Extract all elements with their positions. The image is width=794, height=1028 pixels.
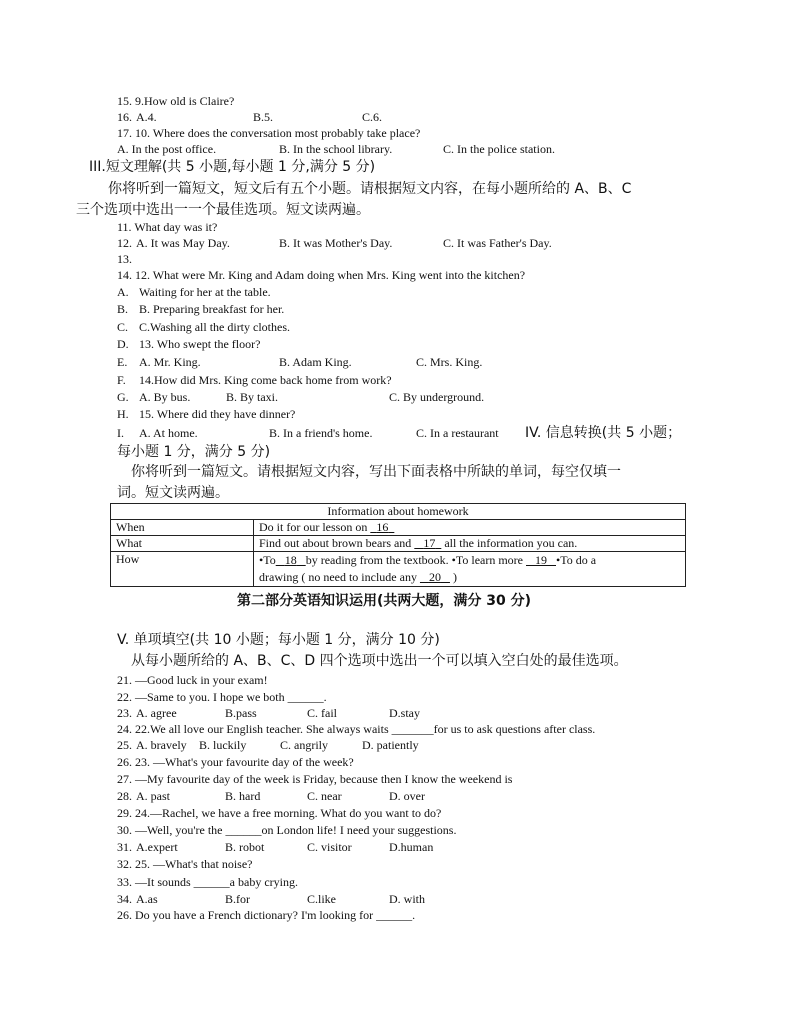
- option-a: A.as: [136, 892, 158, 906]
- section-instruction: 你将听到一篇短文，短文后有五个小题。请根据短文内容，在每小题所给的 A、B、C: [108, 181, 632, 197]
- row-value-how: [254, 552, 686, 587]
- option-c: C.6.: [362, 110, 383, 124]
- option-a: A.4.: [136, 110, 157, 124]
- option-a: A. bravely: [136, 738, 187, 752]
- list-item: [117, 302, 517, 316]
- list-marker: E.: [117, 355, 128, 369]
- option-a: A. past: [136, 789, 170, 803]
- option-d: D. patiently: [362, 738, 419, 752]
- list-text: 13. Who swept the floor?: [139, 337, 261, 351]
- cell-text: •To do a: [556, 553, 597, 567]
- option-c: C. In a restaurant: [416, 426, 499, 440]
- list-marker: C.: [117, 320, 129, 334]
- table-header-row: [111, 504, 686, 520]
- options-line: [117, 892, 517, 906]
- option-b: B. By taxi.: [226, 390, 279, 404]
- question-number: 31.: [117, 840, 132, 854]
- question-number: 16.: [117, 110, 132, 124]
- list-marker: F.: [117, 373, 126, 387]
- question-line: 24. 22.We all love our English teacher. She always waits _______for us to ask questions after class.: [117, 722, 596, 736]
- answer-blank: 18: [284, 553, 297, 567]
- question-line: 14. 12. What were Mr. King and Adam doing when Mrs. King went into the kitchen?: [117, 268, 526, 282]
- list-item: [117, 407, 517, 421]
- option-b: B. robot: [225, 840, 265, 854]
- question-number: 25.: [117, 738, 132, 752]
- list-marker: A.: [117, 285, 129, 299]
- options-line: [117, 840, 517, 854]
- list-marker: D.: [117, 337, 129, 351]
- list-marker: B.: [117, 302, 129, 316]
- section-title-continued: 每小题 1 分，满分 5 分): [117, 444, 271, 460]
- list-text: C.Washing all the dirty clothes.: [139, 320, 291, 334]
- answer-blank: 17: [423, 536, 436, 550]
- option-a: A. By bus.: [139, 390, 191, 404]
- list-item: [117, 320, 517, 334]
- cell-text: •To: [259, 553, 276, 567]
- section-instruction: 从每小题所给的 A、B、C、D 四个选项中选出一个可以填入空白处的最佳选项。: [131, 653, 628, 669]
- option-b: B. In a friend's home.: [269, 426, 373, 440]
- cell-text: Find out about brown bears and: [259, 536, 415, 550]
- option-c: C. fail: [307, 706, 337, 720]
- option-a: A. At home.: [139, 426, 198, 440]
- list-marker: H.: [117, 407, 129, 421]
- list-text: Waiting for her at the table.: [139, 285, 271, 299]
- row-label-how: How: [111, 552, 254, 587]
- row-value-what: [254, 536, 686, 552]
- option-b: B. In the school library.: [279, 142, 393, 156]
- list-item: [117, 337, 517, 351]
- question-line: 32. 25. —What's that noise?: [117, 857, 253, 871]
- option-d: D. over: [389, 789, 425, 803]
- list-item: [117, 355, 617, 369]
- answer-blank: 16: [376, 520, 389, 534]
- option-b: B.for: [225, 892, 250, 906]
- question-line: 26. 23. —What's your favourite day of the week?: [117, 755, 354, 769]
- question-line: 21. —Good luck in your exam!: [117, 673, 268, 687]
- list-text: 15. Where did they have dinner?: [139, 407, 296, 421]
- list-marker: G.: [117, 390, 129, 404]
- option-a: A. Mr. King.: [139, 355, 201, 369]
- option-c: C.like: [307, 892, 336, 906]
- section-title: V. 单项填空(共 10 小题；每小题 1 分，满分 10 分): [117, 632, 440, 648]
- question-line: 26. Do you have a French dictionary? I'm looking for ______.: [117, 908, 416, 922]
- row-value-when: [254, 520, 686, 536]
- cell-text: all the information you can.: [444, 536, 578, 550]
- options-line: [117, 738, 517, 752]
- table-row: [111, 552, 686, 587]
- section-title: IV. 信息转换(共 5 小题；: [525, 425, 682, 441]
- cell-text: Do it for our lesson on: [259, 520, 371, 534]
- option-a: A. It was May Day.: [136, 236, 230, 250]
- option-c: C. near: [307, 789, 342, 803]
- list-item: [117, 285, 517, 299]
- options-line: [117, 110, 617, 124]
- question-line: 27. —My favourite day of the week is Friday, because then I know the weekend is: [117, 772, 513, 786]
- options-line: [117, 789, 517, 803]
- question-line: 29. 24.—Rachel, we have a free morning. What do you want to do?: [117, 806, 442, 820]
- section-instruction: 三个选项中选出一一个最佳选项。短文读两遍。: [76, 202, 370, 218]
- question-number: 28.: [117, 789, 132, 803]
- options-line: [117, 142, 677, 156]
- option-b: B. Adam King.: [279, 355, 352, 369]
- question-line: 13.: [117, 252, 132, 266]
- section-instruction: 词。短文读两遍。: [117, 485, 229, 501]
- row-label-what: What: [111, 536, 254, 552]
- option-b: B. hard: [225, 789, 261, 803]
- question-number: 34.: [117, 892, 132, 906]
- question-line: 15. 9.How old is Claire?: [117, 94, 235, 108]
- option-b: B.5.: [253, 110, 274, 124]
- option-d: D.stay: [389, 706, 420, 720]
- option-c: C. It was Father's Day.: [443, 236, 552, 250]
- table-header: Information about homework: [111, 504, 686, 520]
- options-line: [117, 236, 677, 250]
- option-c: C. visitor: [307, 840, 352, 854]
- options-line: [117, 706, 517, 720]
- list-item: [117, 424, 689, 442]
- option-d: D.human: [389, 840, 434, 854]
- option-b: B. It was Mother's Day.: [279, 236, 393, 250]
- cell-text: ): [452, 570, 457, 584]
- answer-blank: 20: [428, 570, 441, 584]
- option-a: A. agree: [136, 706, 177, 720]
- question-line: 11. What day was it?: [117, 220, 218, 234]
- option-d: D. with: [389, 892, 425, 906]
- option-a: A.expert: [136, 840, 178, 854]
- cell-text: by reading from the textbook. •To learn more: [305, 553, 526, 567]
- option-a: A. In the post office.: [117, 142, 217, 156]
- option-c: C. angrily: [280, 738, 328, 752]
- table-row: [111, 536, 686, 552]
- option-b: B.pass: [225, 706, 257, 720]
- question-line: 22. —Same to you. I hope we both ______.: [117, 690, 327, 704]
- homework-info-table: [110, 503, 686, 587]
- list-text: 14.How did Mrs. King come back home from work?: [139, 373, 392, 387]
- section-instruction: 你将听到一篇短文。请根据短文内容，写出下面表格中所缺的单词，每空仅填一: [131, 464, 621, 480]
- part-title: 第二部分英语知识运用(共两大题，满分 30 分): [237, 593, 532, 609]
- question-number: 12.: [117, 236, 132, 250]
- list-item: [117, 390, 617, 404]
- list-marker: I.: [117, 426, 124, 440]
- list-text: B. Preparing breakfast for her.: [139, 302, 285, 316]
- question-line: 30. —Well, you're the ______on London life! I need your suggestions.: [117, 823, 457, 837]
- option-c: C. Mrs. King.: [416, 355, 483, 369]
- row-label-when: When: [111, 520, 254, 536]
- option-c: C. By underground.: [389, 390, 485, 404]
- option-b: B. luckily: [199, 738, 247, 752]
- section-title: III.短文理解(共 5 小题,每小题 1 分,满分 5 分): [89, 159, 376, 175]
- answer-blank: 19: [535, 553, 547, 567]
- question-number: 23.: [117, 706, 132, 720]
- option-c: C. In the police station.: [443, 142, 555, 156]
- table-row: [111, 520, 686, 536]
- cell-text: drawing ( no need to include any: [259, 570, 420, 584]
- question-line: 17. 10. Where does the conversation most probably take place?: [117, 126, 421, 140]
- question-line: 33. —It sounds ______a baby crying.: [117, 875, 298, 889]
- list-item: [117, 373, 517, 387]
